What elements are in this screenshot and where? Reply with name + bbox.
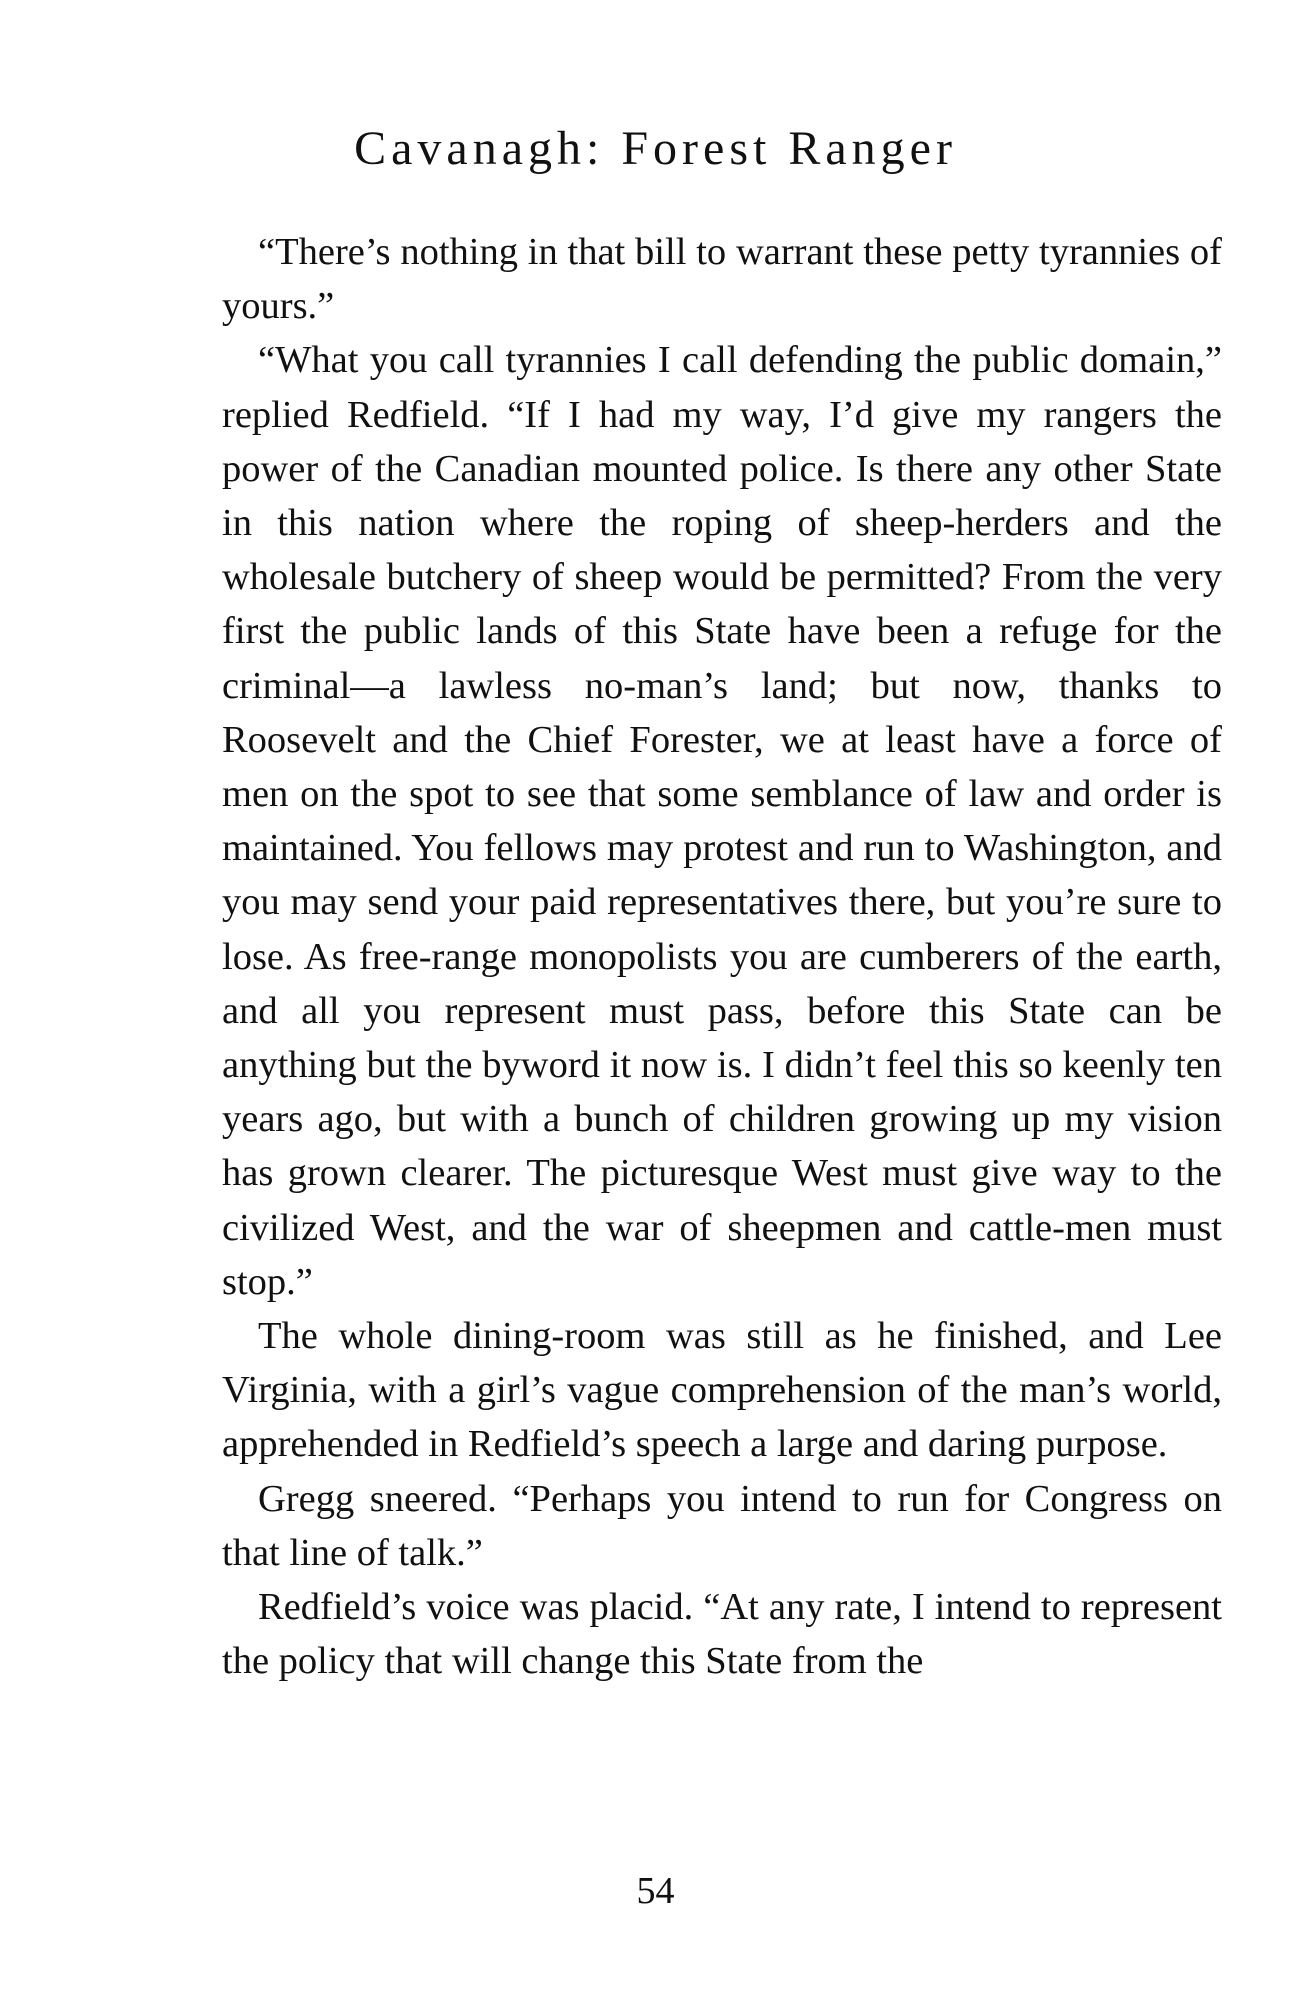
body-text [222, 225, 1222, 1688]
paragraph: “What you call tyrannies I call defending the public domain,” replied Redfield. “If I had my way, I’d give my rangers the power of the Canadian mounted police. Is there any other State in this nation where the roping of sheep-herders and the wholesale butchery of sheep would be permitted? From the very first the public lands of this State have been a refuge for the criminal—a lawless no-man’s land; but now, thanks to Roosevelt and the Chief Forester, we at least have a force of men on the spot to see that some semblance of law and order is maintained. You fellows may protest and run to Washington, and you may send your paid representatives there, but you’re sure to lose. As free-range monopolists you are cumberers of the earth, and all you represent must pass, before this State can be anything but the byword it now is. I didn’t feel this so keenly ten years ago, but with a bunch of children growing up my vision has grown clearer. The picturesque West must give way to the civilized West, and the war of sheepmen and cattle-men must stop.” [222, 339, 1222, 1303]
paragraph: Redfield’s voice was placid. “At any rate, I intend to represent the policy that will change this State from the [222, 1586, 1222, 1683]
paragraph: Gregg sneered. “Perhaps you intend to run for Congress on that line of talk.” [222, 1477, 1222, 1574]
running-head: Cavanagh: Forest Ranger [354, 122, 957, 175]
paragraph: The whole dining-room was still as he finished, and Lee Virginia, with a girl’s vague comprehension of the man’s world, apprehended in Redfield’s speech a large and daring purpose. [222, 1315, 1222, 1466]
page-number: 54 [636, 1870, 675, 1912]
paragraph: “There’s nothing in that bill to warrant these petty tyrannies of yours.” [222, 231, 1222, 328]
